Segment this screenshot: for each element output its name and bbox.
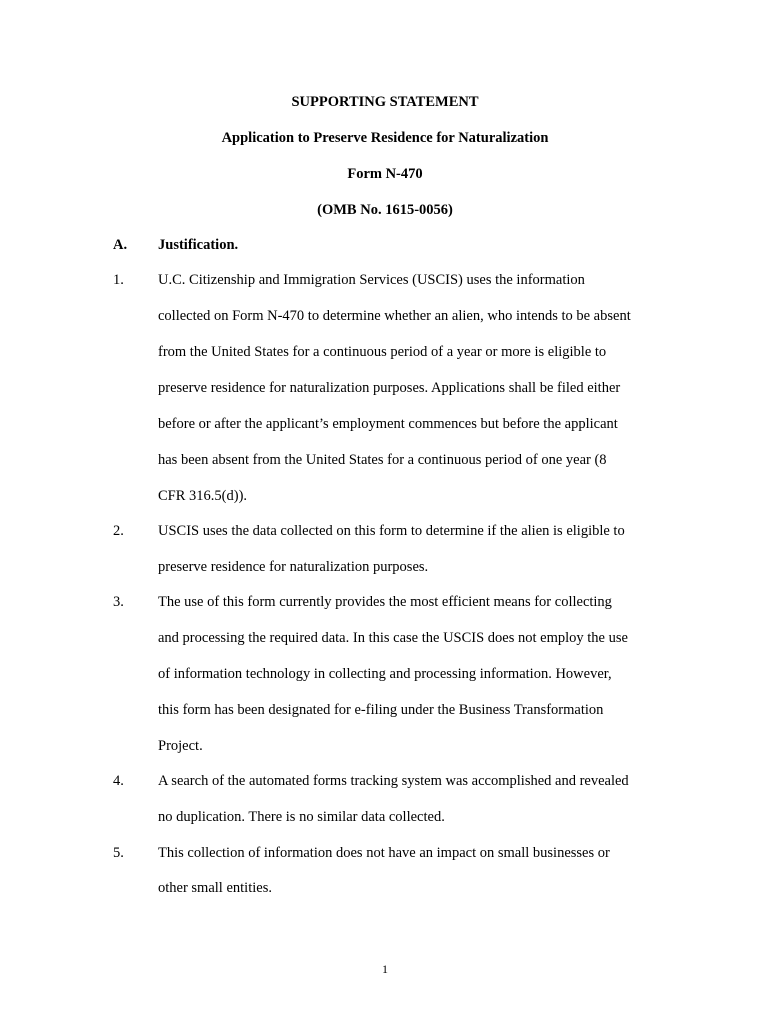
item-number: 3.	[113, 594, 124, 610]
paragraph-line: preserve residence for naturalization purposes.	[158, 559, 429, 575]
paragraph-line: CFR 316.5(d)).	[158, 488, 248, 504]
item-number: 1.	[113, 272, 124, 288]
paragraph-line: This collection of information does not have an impact on small businesses or	[158, 845, 610, 861]
paragraph-line: and processing the required data. In this case the USCIS does not employ the use	[158, 630, 628, 646]
paragraph-line: other small entities.	[158, 880, 272, 896]
paragraph-line: preserve residence for naturalization purposes. Applications shall be filed either	[158, 380, 621, 396]
paragraph-line: no duplication. There is no similar data collected.	[158, 809, 445, 825]
paragraph-line: Project.	[158, 738, 203, 754]
item-number: 2.	[113, 523, 124, 539]
paragraph-line: from the United States for a continuous period of a year or more is eligible to	[158, 344, 607, 360]
paragraph-line: of information technology in collecting and processing information. However,	[158, 666, 612, 682]
document-title: SUPPORTING STATEMENT	[291, 94, 479, 110]
paragraph-line: The use of this form currently provides the most efficient means for collecting	[158, 594, 612, 610]
form-number: Form N-470	[347, 166, 423, 182]
page-number: 1	[382, 962, 388, 976]
paragraph-line: USCIS uses the data collected on this form to determine if the alien is eligible to	[158, 523, 625, 539]
paragraph-line: A search of the automated forms tracking system was accomplished and revealed	[158, 773, 629, 789]
section-title: Justification.	[158, 237, 239, 253]
item-number: 4.	[113, 773, 124, 789]
document-subtitle: Application to Preserve Residence for Naturalization	[221, 130, 549, 146]
omb-number: (OMB No. 1615-0056)	[317, 202, 453, 218]
paragraph-line: before or after the applicant’s employment commences but before the applicant	[158, 416, 618, 432]
section-number: A.	[113, 237, 128, 253]
paragraph-line: collected on Form N-470 to determine whether an alien, who intends to be absent	[158, 308, 631, 324]
paragraph-line: U.C. Citizenship and Immigration Services (USCIS) uses the information	[158, 272, 585, 288]
paragraph-line: has been absent from the United States for a continuous period of one year (8	[158, 452, 607, 468]
paragraph-line: this form has been designated for e-filing under the Business Transformation	[158, 702, 604, 718]
item-number: 5.	[113, 845, 124, 861]
